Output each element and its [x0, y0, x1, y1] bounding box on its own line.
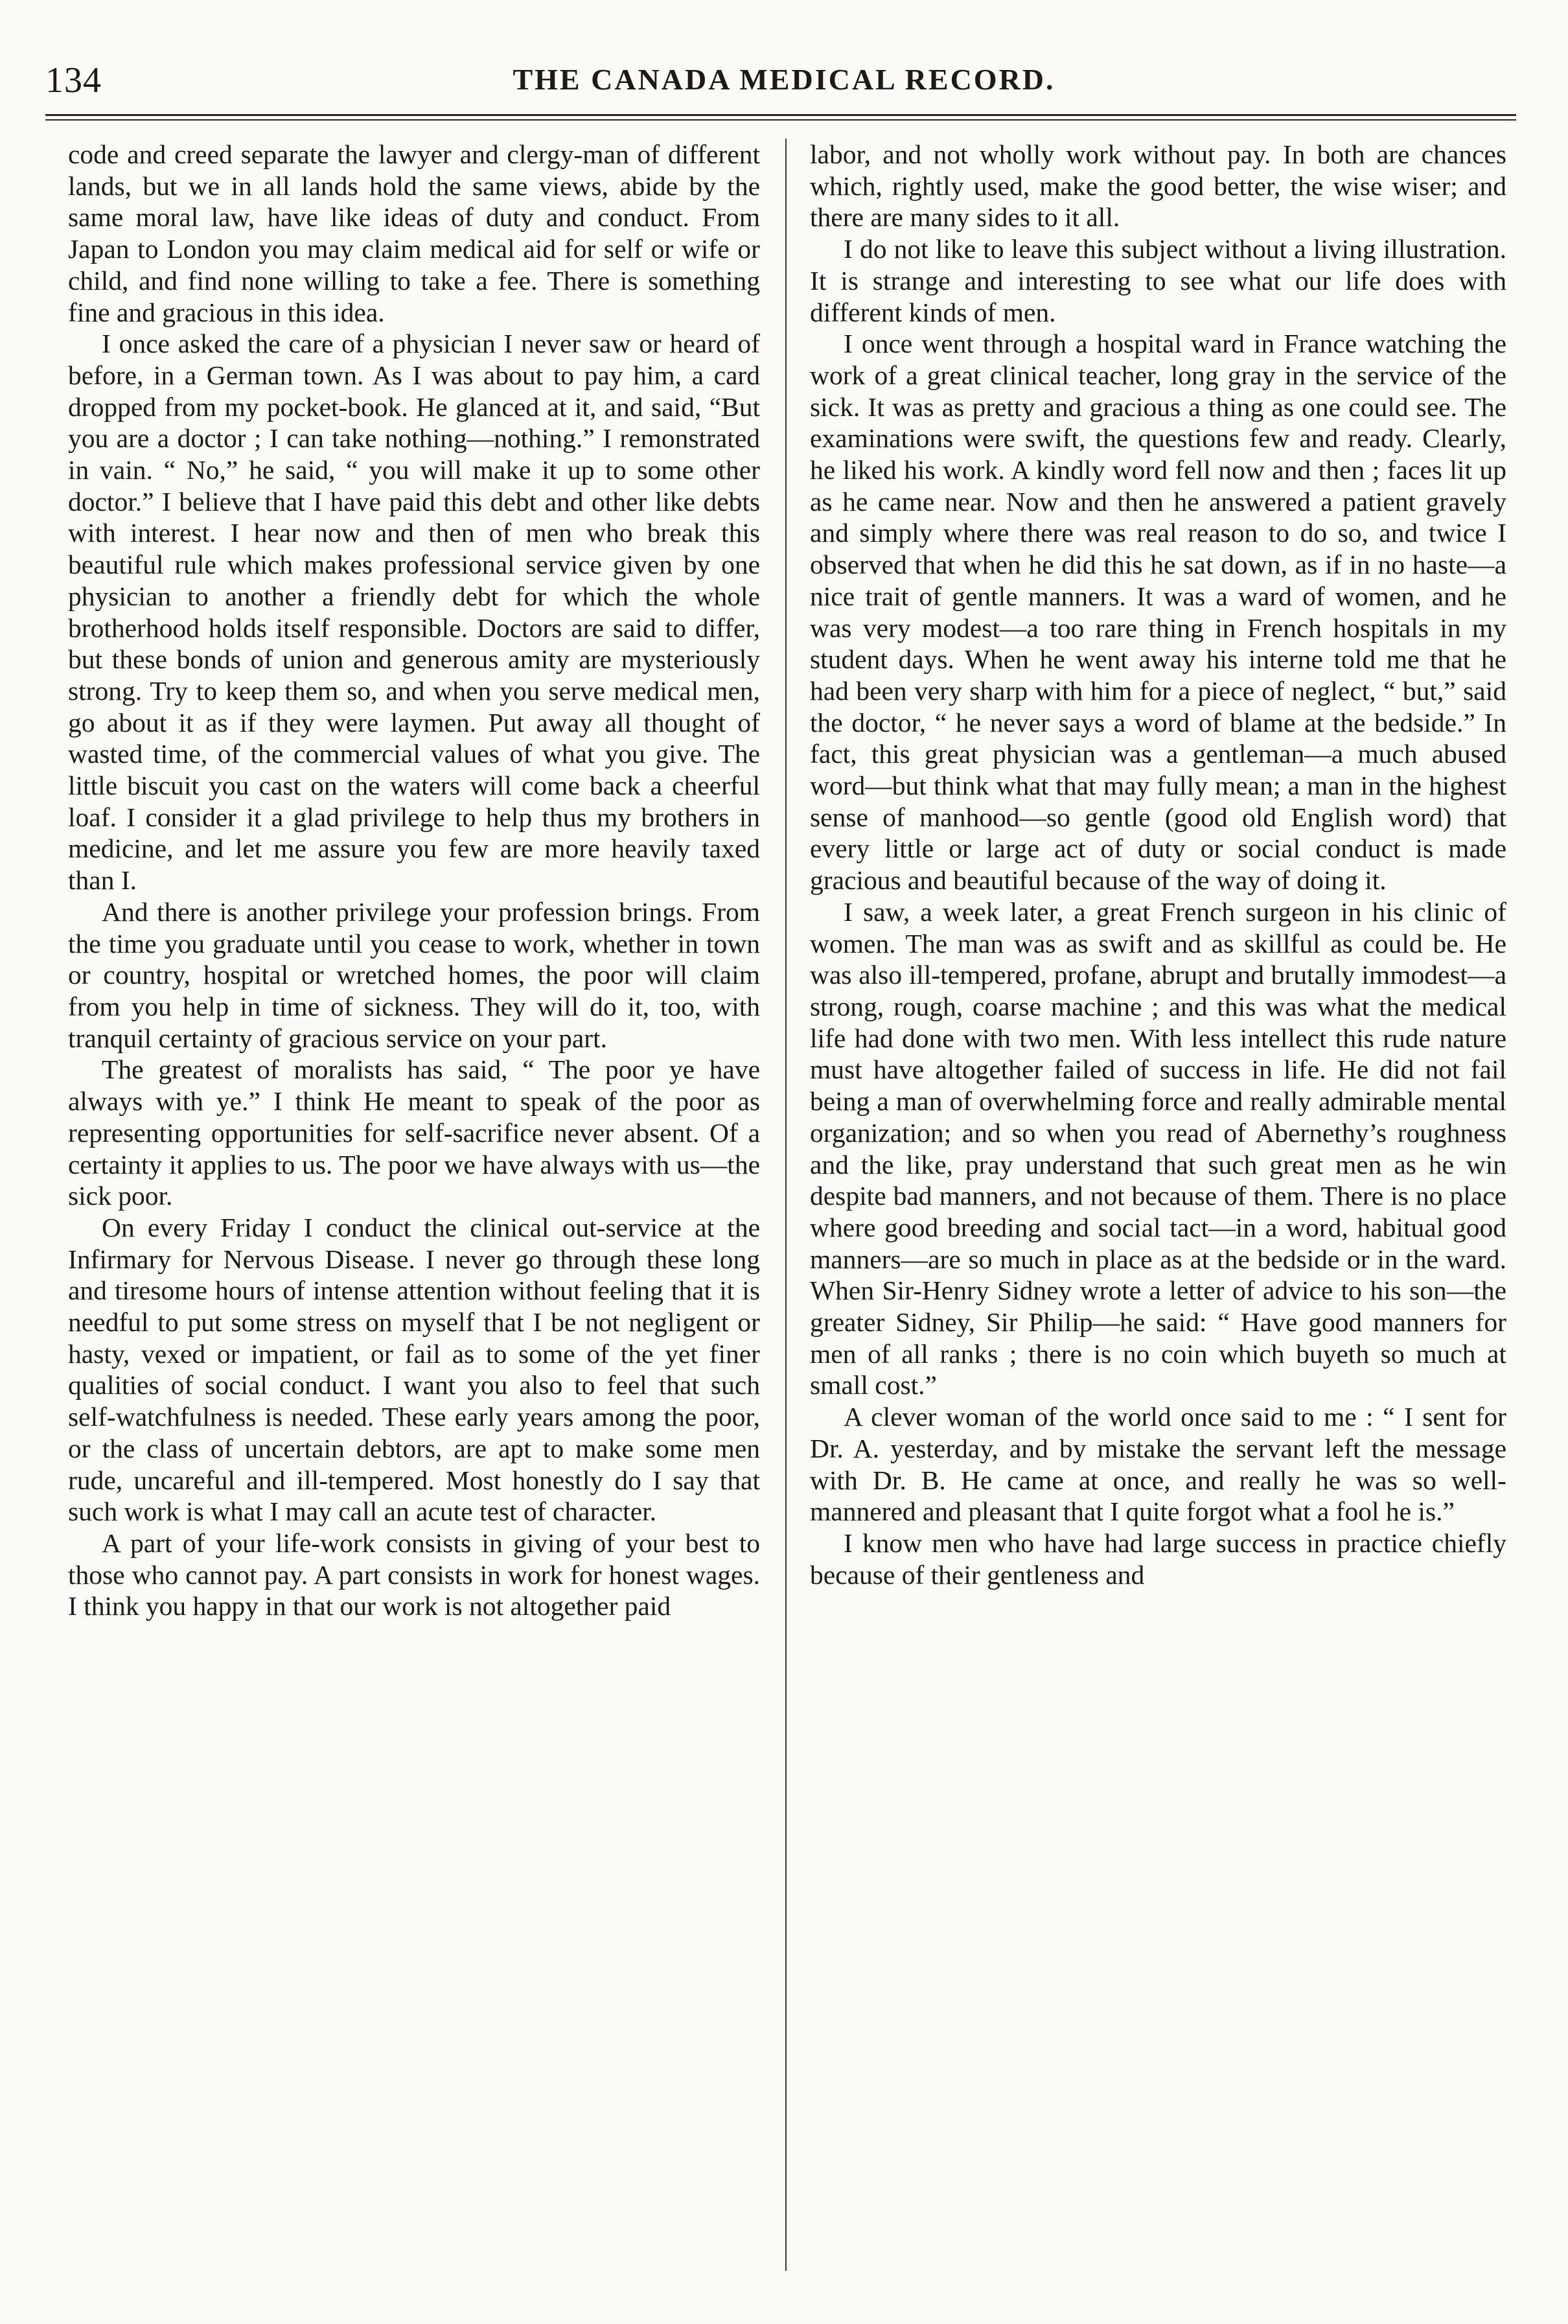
- paragraph: I do not like to leave this subject without a living illustration. It is strange and interesting to see what our life does with different kinds of men.: [810, 234, 1506, 327]
- left-column: [68, 139, 760, 2271]
- paragraph: On every Friday I conduct the clinical out-service at the Infirmary for Nervous Disease. I never go through these long and tiresome hours of intense attention without feeling that it is needful to put some stress on myself that I be not negligent or hasty, vexed or impatient, or fail as to some of the yet finer qualities of social conduct. I want you also to feel that such self-watchfulness is needed. These early years among the poor, or the class of uncertain debtors, are apt to make some men rude, uncareful and ill-tempered. Most honestly do I say that such work is what I may call an acute test of character.: [68, 1212, 760, 1527]
- paragraph: A part of your life-work consists in giving of your best to those who cannot pay. A part consists in work for honest wages. I think you happy in that our work is not altogether paid: [68, 1528, 760, 1621]
- header-rule-thin: [45, 119, 1516, 121]
- right-column: [810, 139, 1506, 2271]
- page-number: 134: [45, 60, 102, 100]
- paragraph: labor, and not wholly work without pay. In both are chances which, rightly used, make the good better, the wise wiser; and there are many sides to it all.: [810, 139, 1506, 233]
- paragraph: The greatest of moralists has said, “ The poor ye have always with ye.” I think He meant to speak of the poor as representing opportunities for self-sacrifice never absent. Of a certainty it applies to us. The poor we have always with us—the sick poor.: [68, 1054, 760, 1211]
- paragraph: I once went through a hospital ward in France watching the work of a great clinical teacher, long gray in the service of the sick. It was as pretty and gracious a thing as one could see. The examinations were swift, the questions few and ready. Clearly, he liked his work. A kindly word fell now and then ; faces lit up as he came near. Now and then he answered a patient gravely and simply where there was real reason to do so, and twice I observed that when he did this he sat down, as if in no haste—a nice trait of gentle manners. It was a ward of women, and he was very modest—a too rare thing in French hospitals in my student days. When he went away his interne told me that he had been very sharp with him for a piece of neglect, “ but,” said the doctor, “ he never says a word of blame at the bedside.” In fact, this great physician was a gentleman—a much abused word—but think what that may fully mean; a man in the highest sense of manhood—so gentle (good old English word) that every little or large act of duty or social conduct is made gracious and beautiful because of the way of doing it.: [810, 329, 1506, 896]
- column-divider: [785, 139, 787, 2271]
- paragraph: I saw, a week later, a great French surgeon in his clinic of women. The man was as swift and as skillful as could be. He was also ill-tempered, profane, abrupt and brutally immodest—a strong, rough, coarse machine ; and this was what the medical life had done with two men. With less intellect this rude nature must have altogether failed of success in life. He did not fail being a man of overwhelming force and really admirable mental organization; and so when you read of Abernethy’s roughness and the like, pray understand that such great men as he win despite bad manners, and not because of them. There is no place where good breeding and social tact—in a word, habitual good manners—are so much in place as at the bedside or in the ward. When Sir-Henry Sidney wrote a letter of advice to his son—the greater Sidney, Sir Philip—he said: “ Have good manners for men of all ranks ; there is no coin which buyeth so much at small cost.”: [810, 896, 1506, 1400]
- paragraph: I know men who have had large success in practice chiefly because of their gentleness and: [810, 1528, 1506, 1590]
- paragraph: A clever woman of the world once said to me : “ I sent for Dr. A. yesterday, and by mistake the servant left the message with Dr. B. He came at once, and really he was so well-mannered and pleasant that I quite forgot what a fool he is.”: [810, 1402, 1506, 1527]
- journal-title: THE CANADA MEDICAL RECORD.: [513, 63, 1055, 96]
- paragraph: And there is another privilege your profession brings. From the time you graduate until you cease to work, whether in town or country, hospital or wretched homes, the poor will claim from you help in time of sickness. They will do it, too, with tranquil certainty of gracious service on your part.: [68, 896, 760, 1053]
- page-header: [45, 60, 1523, 105]
- paragraph: I once asked the care of a physician I never saw or heard of before, in a German town. As I was about to pay him, a card dropped from my pocket-book. He glanced at it, and said, “But you are a doctor ; I can take nothing—nothing.” I remonstrated in vain. “ No,” he said, “ you will make it up to some other doctor.” I believe that I have paid this debt and other like debts with interest. I hear now and then of men who break this beautiful rule which makes professional service given by one physician to another a friendly debt for which the whole brotherhood holds itself responsible. Doctors are said to differ, but these bonds of union and generous amity are mysteriously strong. Try to keep them so, and when you serve medical men, go about it as if they were laymen. Put away all thought of wasted time, of the commercial values of what you give. The little biscuit you cast on the waters will come back a cheerful loaf. I consider it a glad privilege to help thus my brothers in medicine, and let me assure you few are more heavily taxed than I.: [68, 329, 760, 896]
- header-rule: [45, 114, 1516, 116]
- paragraph: code and creed separate the lawyer and clergy-man of different lands, but we in all lands hold the same views, abide by the same moral law, have like ideas of duty and conduct. From Japan to London you may claim medical aid for self or wife or child, and find none willing to take a fee. There is something fine and gracious in this idea.: [68, 139, 760, 327]
